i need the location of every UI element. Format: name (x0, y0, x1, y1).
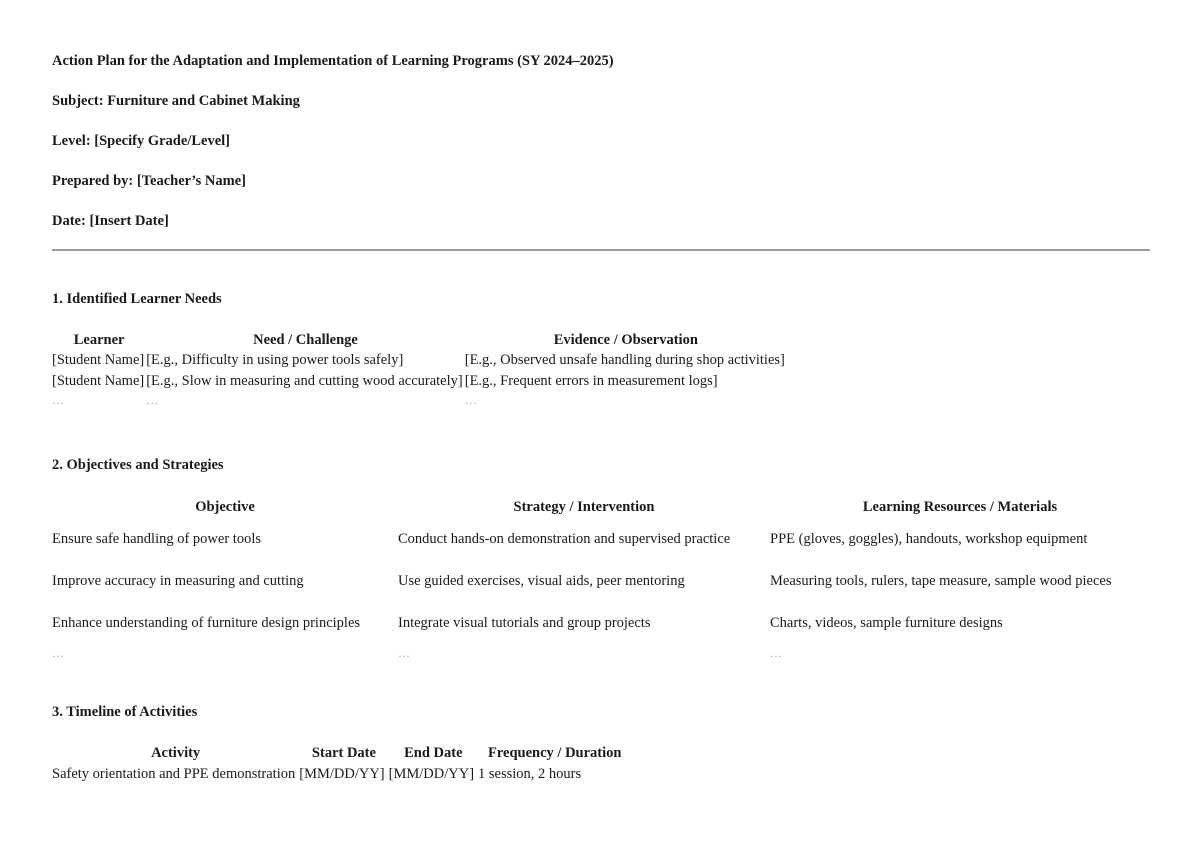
table-cell: [MM/DD/YY] (388, 765, 475, 782)
document-title: Action Plan for the Adaptation and Implementation of Learning Programs (SY 2024–2025) (52, 53, 614, 69)
meta-prepared-by (52, 173, 246, 190)
table-cell: Conduct hands-on demonstration and supervised practice (398, 531, 731, 547)
table-row (52, 370, 787, 391)
table-cell: Use guided exercises, visual aids, peer mentoring (398, 573, 685, 589)
meta-prepared-by-value: [Teacher’s Name] (136, 173, 246, 189)
section-objectives-title: 2. Objectives and Strategies (52, 457, 224, 473)
table-row (52, 518, 1150, 560)
table-row (52, 349, 787, 370)
meta-date-value: [Insert Date] (89, 213, 169, 229)
table-row (52, 763, 631, 784)
table-header-row (52, 743, 631, 763)
table-cell: Safety orientation and PPE demonstration (52, 765, 296, 782)
timeline-table (52, 743, 631, 784)
table-cell: [Student Name] (52, 372, 145, 389)
table-header-row (52, 496, 1150, 518)
table-row-ellipsis (52, 644, 1150, 670)
column-header: Learning Resources / Materials (862, 499, 1058, 515)
column-header: Evidence / Observation (553, 332, 698, 348)
table-cell: [E.g., Frequent errors in measurement logs] (464, 372, 718, 389)
meta-level-value: [Specify Grade/Level] (94, 133, 230, 149)
meta-subject (52, 93, 300, 110)
column-header: Need / Challenge (253, 332, 358, 348)
ellipsis-cell: … (146, 393, 159, 407)
meta-subject-label: Subject: (52, 93, 104, 109)
table-header-row (52, 331, 787, 349)
ellipsis-cell: … (770, 646, 782, 660)
column-header: Start Date (311, 745, 376, 761)
table-cell: PPE (gloves, goggles), handouts, workshop equipment (770, 531, 1088, 547)
column-header: Learner (73, 332, 125, 348)
table-cell: [MM/DD/YY] (299, 765, 385, 782)
column-header: Objective (195, 499, 255, 515)
table-cell: [E.g., Slow in measuring and cutting wood accurately] (146, 372, 463, 389)
horizontal-divider (52, 249, 1150, 251)
table-cell: [E.g., Difficulty in using power tools safely] (146, 351, 404, 368)
ellipsis-cell: … (464, 393, 477, 407)
learner-needs-table (52, 331, 787, 413)
section-timeline-title: 3. Timeline of Activities (52, 704, 198, 720)
meta-date (52, 213, 169, 230)
column-header: Strategy / Intervention (513, 499, 655, 515)
ellipsis-cell: … (398, 646, 410, 660)
objectives-strategies-table (52, 496, 1150, 670)
table-cell: Charts, videos, sample furniture designs (770, 615, 1003, 631)
column-header: Activity (151, 745, 201, 761)
table-cell: Enhance understanding of furniture design principles (52, 615, 361, 631)
ellipsis-cell: … (52, 393, 64, 407)
meta-subject-value: Furniture and Cabinet Making (107, 93, 300, 109)
ellipsis-cell: … (52, 646, 64, 660)
meta-level (52, 133, 230, 150)
table-cell: Improve accuracy in measuring and cutting (52, 573, 304, 589)
table-row-ellipsis (52, 391, 787, 413)
table-row (52, 602, 1150, 644)
table-row (52, 560, 1150, 602)
table-cell: [Student Name] (52, 351, 145, 368)
table-cell: [E.g., Observed unsafe handling during shop activities] (464, 351, 785, 368)
section-learner-needs-title: 1. Identified Learner Needs (52, 291, 222, 307)
meta-prepared-by-label: Prepared by: (52, 173, 134, 189)
meta-level-label: Level: (52, 133, 91, 149)
column-header: End Date (404, 745, 463, 761)
table-cell: 1 session, 2 hours (478, 765, 582, 782)
column-header: Frequency / Duration (488, 745, 622, 761)
table-cell: Ensure safe handling of power tools (52, 531, 261, 547)
meta-date-label: Date: (52, 213, 86, 229)
table-cell: Integrate visual tutorials and group projects (398, 615, 651, 631)
table-cell: Measuring tools, rulers, tape measure, sample wood pieces (770, 573, 1112, 589)
